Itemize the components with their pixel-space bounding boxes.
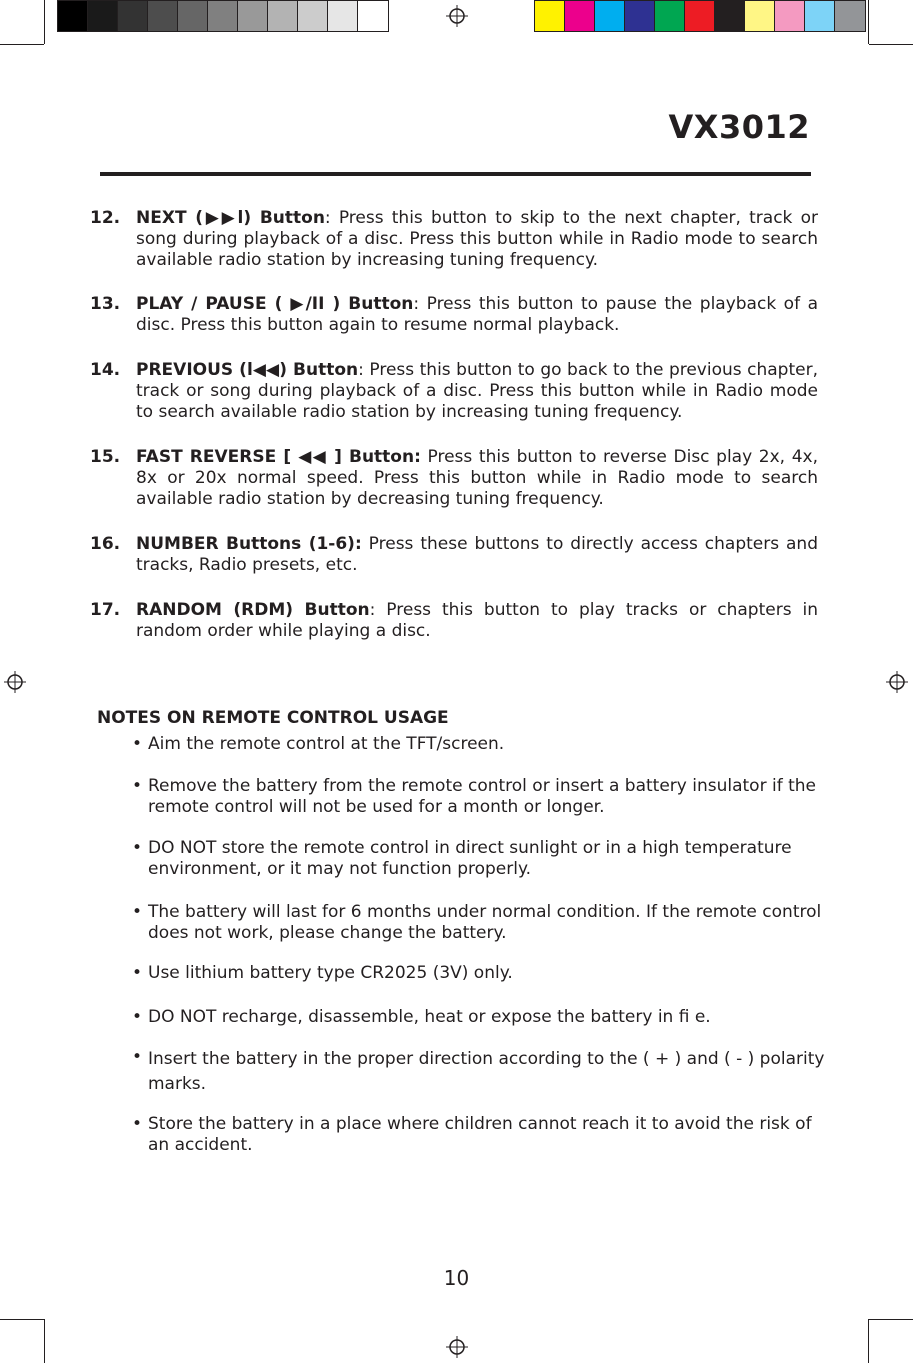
item-body (136, 360, 818, 423)
note-text: The battery will last for 6 months under normal condition. If the remote control does not work, please change the battery. (148, 902, 822, 943)
item-number: 17. (90, 600, 121, 620)
color-swatch (805, 1, 835, 31)
color-swatch (745, 1, 775, 31)
note-text: Remove the battery from the remote control or insert a battery insulator if the remote control will not be used for a month or longer. (148, 776, 816, 817)
list-item (90, 600, 818, 642)
crop-mark (44, 0, 45, 44)
item-text: Press these buttons to directly access chapters and tracks, Radio presets, etc. (136, 534, 818, 575)
item-text: Press this button to reverse Disc play 2x, 4x, 8x or 20x normal speed. Press this button while in Radio mode to search available radio station by decreasing tuning frequency. (136, 447, 818, 509)
gray-swatch (238, 1, 268, 31)
note-text: Use lithium battery type CR2025 (3V) only. (148, 963, 513, 983)
item-number: 15. (90, 447, 121, 467)
color-swatch (775, 1, 805, 31)
color-swatch (835, 1, 865, 31)
list-item (90, 294, 818, 336)
bullet-icon: • (132, 734, 143, 754)
color-swatch (625, 1, 655, 31)
process-color-bar (534, 0, 866, 32)
note-text: Store the battery in a place where children cannot reach it to avoid the risk of an accident. (148, 1114, 812, 1155)
registration-mark-icon (446, 1336, 468, 1358)
bullet-icon: • (132, 776, 143, 796)
gray-swatch (88, 1, 118, 31)
gray-swatch (268, 1, 298, 31)
item-term: PLAY / PAUSE ( ▶/II ) Button (136, 294, 414, 314)
item-number: 13. (90, 294, 121, 314)
item-text: : Press this button to go back to the previous chapter, track or song during playback of a disc. Press this button while in Radio mode to search available radio station by increasing tuning frequency. (136, 360, 818, 422)
color-swatch (715, 1, 745, 31)
bullet-icon: • (132, 1047, 143, 1067)
crop-mark (0, 44, 44, 45)
crop-mark (0, 1319, 44, 1320)
bullet-icon: • (132, 838, 143, 858)
note-text: Aim the remote control at the TFT/screen. (148, 734, 505, 754)
note-item (132, 776, 828, 818)
gray-swatch (178, 1, 208, 31)
crop-mark (869, 1319, 913, 1320)
page-number: 10 (443, 1266, 470, 1290)
note-item (132, 963, 828, 984)
notes-heading: NOTES ON REMOTE CONTROL USAGE (97, 708, 449, 728)
note-item (132, 1007, 828, 1028)
item-text: : Press this button to skip to the next chapter, track or song during playback of a disc. Press this button while in Radio mode to search available radio station by increasing tuning frequency. (136, 208, 818, 270)
item-body (136, 208, 818, 271)
note-item (132, 734, 828, 755)
note-text: DO NOT recharge, disassemble, heat or expose the battery in fi e. (148, 1007, 711, 1027)
bullet-icon: • (132, 902, 143, 922)
color-swatch (685, 1, 715, 31)
bullet-icon: • (132, 963, 143, 983)
crop-mark (868, 1319, 869, 1363)
bullet-icon: • (132, 1007, 143, 1027)
grayscale-color-bar (57, 0, 389, 32)
note-item (132, 1114, 828, 1156)
note-item (132, 1047, 828, 1097)
color-swatch (565, 1, 595, 31)
list-item (90, 534, 818, 576)
item-body (136, 447, 818, 510)
gray-swatch (148, 1, 178, 31)
item-text: : Press this button to pause the playback of a disc. Press this button again to resume normal playback. (136, 294, 818, 335)
gray-swatch (298, 1, 328, 31)
item-term: FAST REVERSE [ ◀◀ ] Button: (136, 447, 421, 467)
note-text: Insert the battery in the proper direction according to the ( + ) and ( - ) polarity marks. (148, 1049, 825, 1094)
color-swatch (595, 1, 625, 31)
registration-mark-icon (446, 5, 468, 27)
registration-mark-icon (4, 671, 26, 693)
note-item (132, 838, 828, 880)
crop-mark (869, 44, 913, 45)
gray-swatch (208, 1, 238, 31)
gray-swatch (58, 1, 88, 31)
color-swatch (655, 1, 685, 31)
gray-swatch (358, 1, 388, 31)
header-rule (100, 172, 811, 176)
model-number: VX3012 (668, 108, 810, 146)
color-swatch (535, 1, 565, 31)
list-item (90, 208, 818, 271)
item-number: 12. (90, 208, 121, 228)
item-body (136, 600, 818, 642)
registration-mark-icon (886, 671, 908, 693)
bullet-icon: • (132, 1114, 143, 1134)
item-term: NUMBER Buttons (1-6): (136, 534, 362, 554)
item-text: : Press this button to play tracks or chapters in random order while playing a disc. (136, 600, 819, 641)
note-text: DO NOT store the remote control in direct sunlight or in a high temperature environment, or it may not function properly. (148, 838, 792, 879)
gray-swatch (118, 1, 148, 31)
item-term: NEXT (▶▶l) Button (136, 208, 325, 228)
list-item (90, 447, 818, 510)
note-item (132, 902, 828, 944)
list-item (90, 360, 818, 423)
gray-swatch (328, 1, 358, 31)
item-number: 14. (90, 360, 121, 380)
item-body (136, 294, 818, 336)
crop-mark (868, 0, 869, 44)
item-term: RANDOM (RDM) Button (136, 600, 370, 620)
crop-mark (44, 1319, 45, 1363)
item-body (136, 534, 818, 576)
item-number: 16. (90, 534, 121, 554)
item-term: PREVIOUS (l◀◀) Button (136, 360, 359, 380)
